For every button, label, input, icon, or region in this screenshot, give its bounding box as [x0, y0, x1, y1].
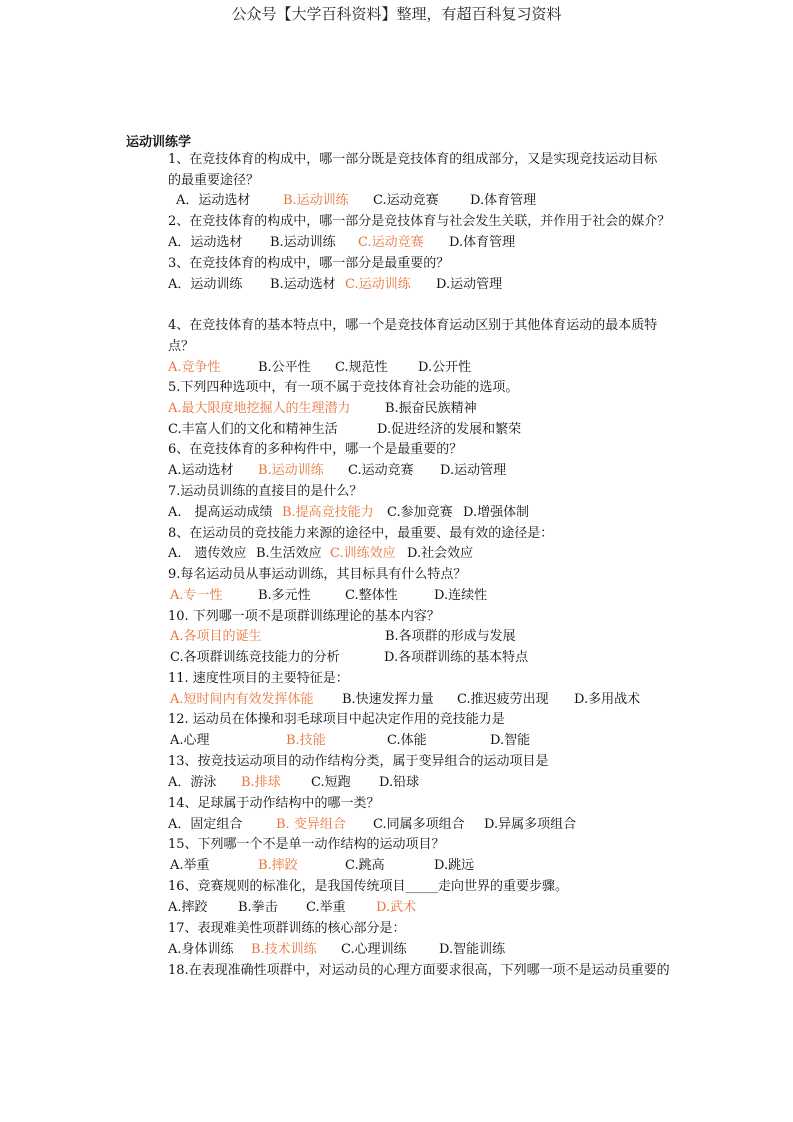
answer-option: D.社会效应 [407, 546, 474, 561]
question-text: 5.下列四种选项中，有一项不属于竞技体育社会功能的选项。 [168, 380, 519, 395]
answer-option: C.短跑 [311, 775, 351, 790]
answer-option: D.铅球 [379, 775, 420, 790]
question-text: 10. 下列哪一项不是项群训练理论的基本内容？ [168, 609, 440, 624]
correct-answer-option: B.摔跤 [258, 858, 298, 873]
correct-answer-option: B.技术训练 [251, 942, 317, 957]
correct-answer-option: A.各项目的诞生 [170, 629, 262, 644]
answer-option: B.各项群的形成与发展 [385, 629, 516, 644]
answer-option: D.促进经济的发展和繁荣 [377, 422, 522, 437]
correct-answer-option: B.运动训练 [283, 193, 349, 208]
question-text: 13、按竞技运动项目的动作结构分类，属于变异组合的运动项目是 [168, 754, 549, 769]
page-header: 公众号【大学百科资料】整理，有超百科复习资料 [231, 5, 562, 23]
answer-option: A．运动选材 [176, 193, 251, 208]
correct-answer-option: D.武术 [376, 900, 417, 915]
answer-option: B.快速发挥力量 [342, 692, 434, 707]
answer-option: D.异属多项组合 [484, 817, 577, 832]
answer-option: A.运动选材 [168, 463, 234, 478]
answer-option: A. 提高运动成绩 [168, 505, 273, 520]
correct-answer-option: C.运动训练 [345, 277, 411, 292]
answer-option: B.生活效应 [256, 546, 322, 561]
answer-option: D.多用战术 [574, 692, 641, 707]
question-text: 12. 运动员在体操和羽毛球项目中起决定作用的竞技能力是 [168, 712, 505, 727]
answer-option: D.智能 [490, 733, 531, 748]
answer-option: A．运动训练 [168, 277, 243, 292]
answer-option: A.摔跤 [168, 900, 208, 915]
answer-option: D.体育管理 [449, 235, 516, 250]
correct-answer-option: C.训练效应 [330, 546, 396, 561]
correct-answer-option: B.技能 [286, 733, 326, 748]
correct-answer-option: B.排球 [241, 775, 281, 790]
question-text: 的最重要途径？ [168, 173, 260, 188]
answer-option: D.各项群训练的基本特点 [384, 650, 529, 665]
correct-answer-option: B.运动训练 [258, 463, 324, 478]
answer-option: D.公开性 [418, 360, 472, 375]
answer-option: A．固定组合 [168, 817, 243, 832]
answer-option: C.整体性 [345, 588, 398, 603]
question-text: 14、足球属于动作结构中的哪一类？ [168, 796, 380, 811]
answer-option: C.各项群训练竞技能力的分析 [170, 650, 340, 665]
answer-option: C.运动竞赛 [373, 193, 439, 208]
question-text: 18.在表现准确性项群中，对运动员的心理方面要求很高，下列哪一项不是运动员重要的 [168, 963, 670, 978]
answer-option: B.拳击 [238, 900, 278, 915]
answer-option: A．游泳 [168, 775, 217, 790]
answer-option: A．运动选材 [168, 235, 243, 250]
question-text: 8、在运动员的竞技能力来源的途径中，最重要、最有效的途径是： [168, 526, 554, 541]
answer-option: C.规范性 [335, 360, 388, 375]
answer-option: C.推迟疲劳出现 [457, 692, 549, 707]
correct-answer-option: B. 变异组合 [276, 817, 346, 832]
correct-answer-option: A.专一性 [170, 588, 223, 603]
answer-option: B.振奋民族精神 [385, 401, 477, 416]
answer-option: D.智能训练 [439, 942, 506, 957]
answer-option: D.增强体制 [463, 505, 530, 520]
question-text: 2、在竞技体育的构成中，哪一部分是竞技体育与社会发生关联，并作用于社会的媒介？ [168, 214, 671, 229]
answer-option: B.运动选材 [270, 277, 336, 292]
question-text: 17、表现难美性项群训练的核心部分是： [168, 921, 406, 936]
question-text: 6、在竞技体育的多种构件中，哪一个是最重要的？ [168, 442, 463, 457]
section-title: 运动训练学 [126, 135, 192, 150]
question-text: 9.每名运动员从事运动训练，其目标具有什么特点？ [168, 567, 467, 582]
answer-option: A.身体训练 [168, 942, 234, 957]
answer-option: A.心理 [170, 733, 210, 748]
answer-option: D.跳远 [434, 858, 475, 873]
correct-answer-option: B.提高竞技能力 [282, 505, 374, 520]
answer-option: A. 遗传效应 [168, 546, 247, 561]
answer-option: C.体能 [387, 733, 427, 748]
correct-answer-option: A.竞争性 [168, 360, 221, 375]
question-text: 11. 速度性项目的主要特征是： [168, 671, 349, 686]
answer-option: C.心理训练 [341, 942, 407, 957]
answer-option: B.公平性 [258, 360, 311, 375]
answer-option: C.参加竞赛 [387, 505, 453, 520]
question-text: 15、下列哪一个不是单一动作结构的运动项目？ [168, 837, 445, 852]
question-text: 3、在竞技体育的构成中，哪一部分是最重要的？ [168, 256, 450, 271]
answer-option: D.运动管理 [436, 277, 503, 292]
question-text: 1、在竞技体育的构成中，哪一部分既是竞技体育的组成部分，又是实现竞技运动目标 [168, 152, 658, 167]
correct-answer-option: A.最大限度地挖掘人的生理潜力 [168, 401, 351, 416]
answer-option: D.体育管理 [470, 193, 537, 208]
answer-option: C.同属多项组合 [373, 817, 465, 832]
answer-option: A.举重 [170, 858, 210, 873]
correct-answer-option: C.运动竞赛 [358, 235, 424, 250]
answer-option: C.运动竞赛 [348, 463, 414, 478]
answer-option: C.丰富人们的文化和精神生活 [168, 422, 338, 437]
question-text: 16、竞赛规则的标准化，是我国传统项目_____走向世界的重要步骤。 [168, 879, 569, 894]
answer-option: D.连续性 [434, 588, 488, 603]
question-text: 点？ [168, 339, 195, 354]
answer-option: D.运动管理 [440, 463, 507, 478]
question-text: 4、在竞技体育的基本特点中，哪一个是竞技体育运动区别于其他体育运动的最本质特 [168, 318, 658, 333]
question-text: 7.运动员训练的直接目的是什么？ [168, 484, 363, 499]
answer-option: B.运动训练 [270, 235, 336, 250]
answer-option: C.跳高 [345, 858, 385, 873]
answer-option: C.举重 [306, 900, 346, 915]
correct-answer-option: A.短时间内有效发挥体能 [170, 692, 314, 707]
answer-option: B.多元性 [258, 588, 311, 603]
